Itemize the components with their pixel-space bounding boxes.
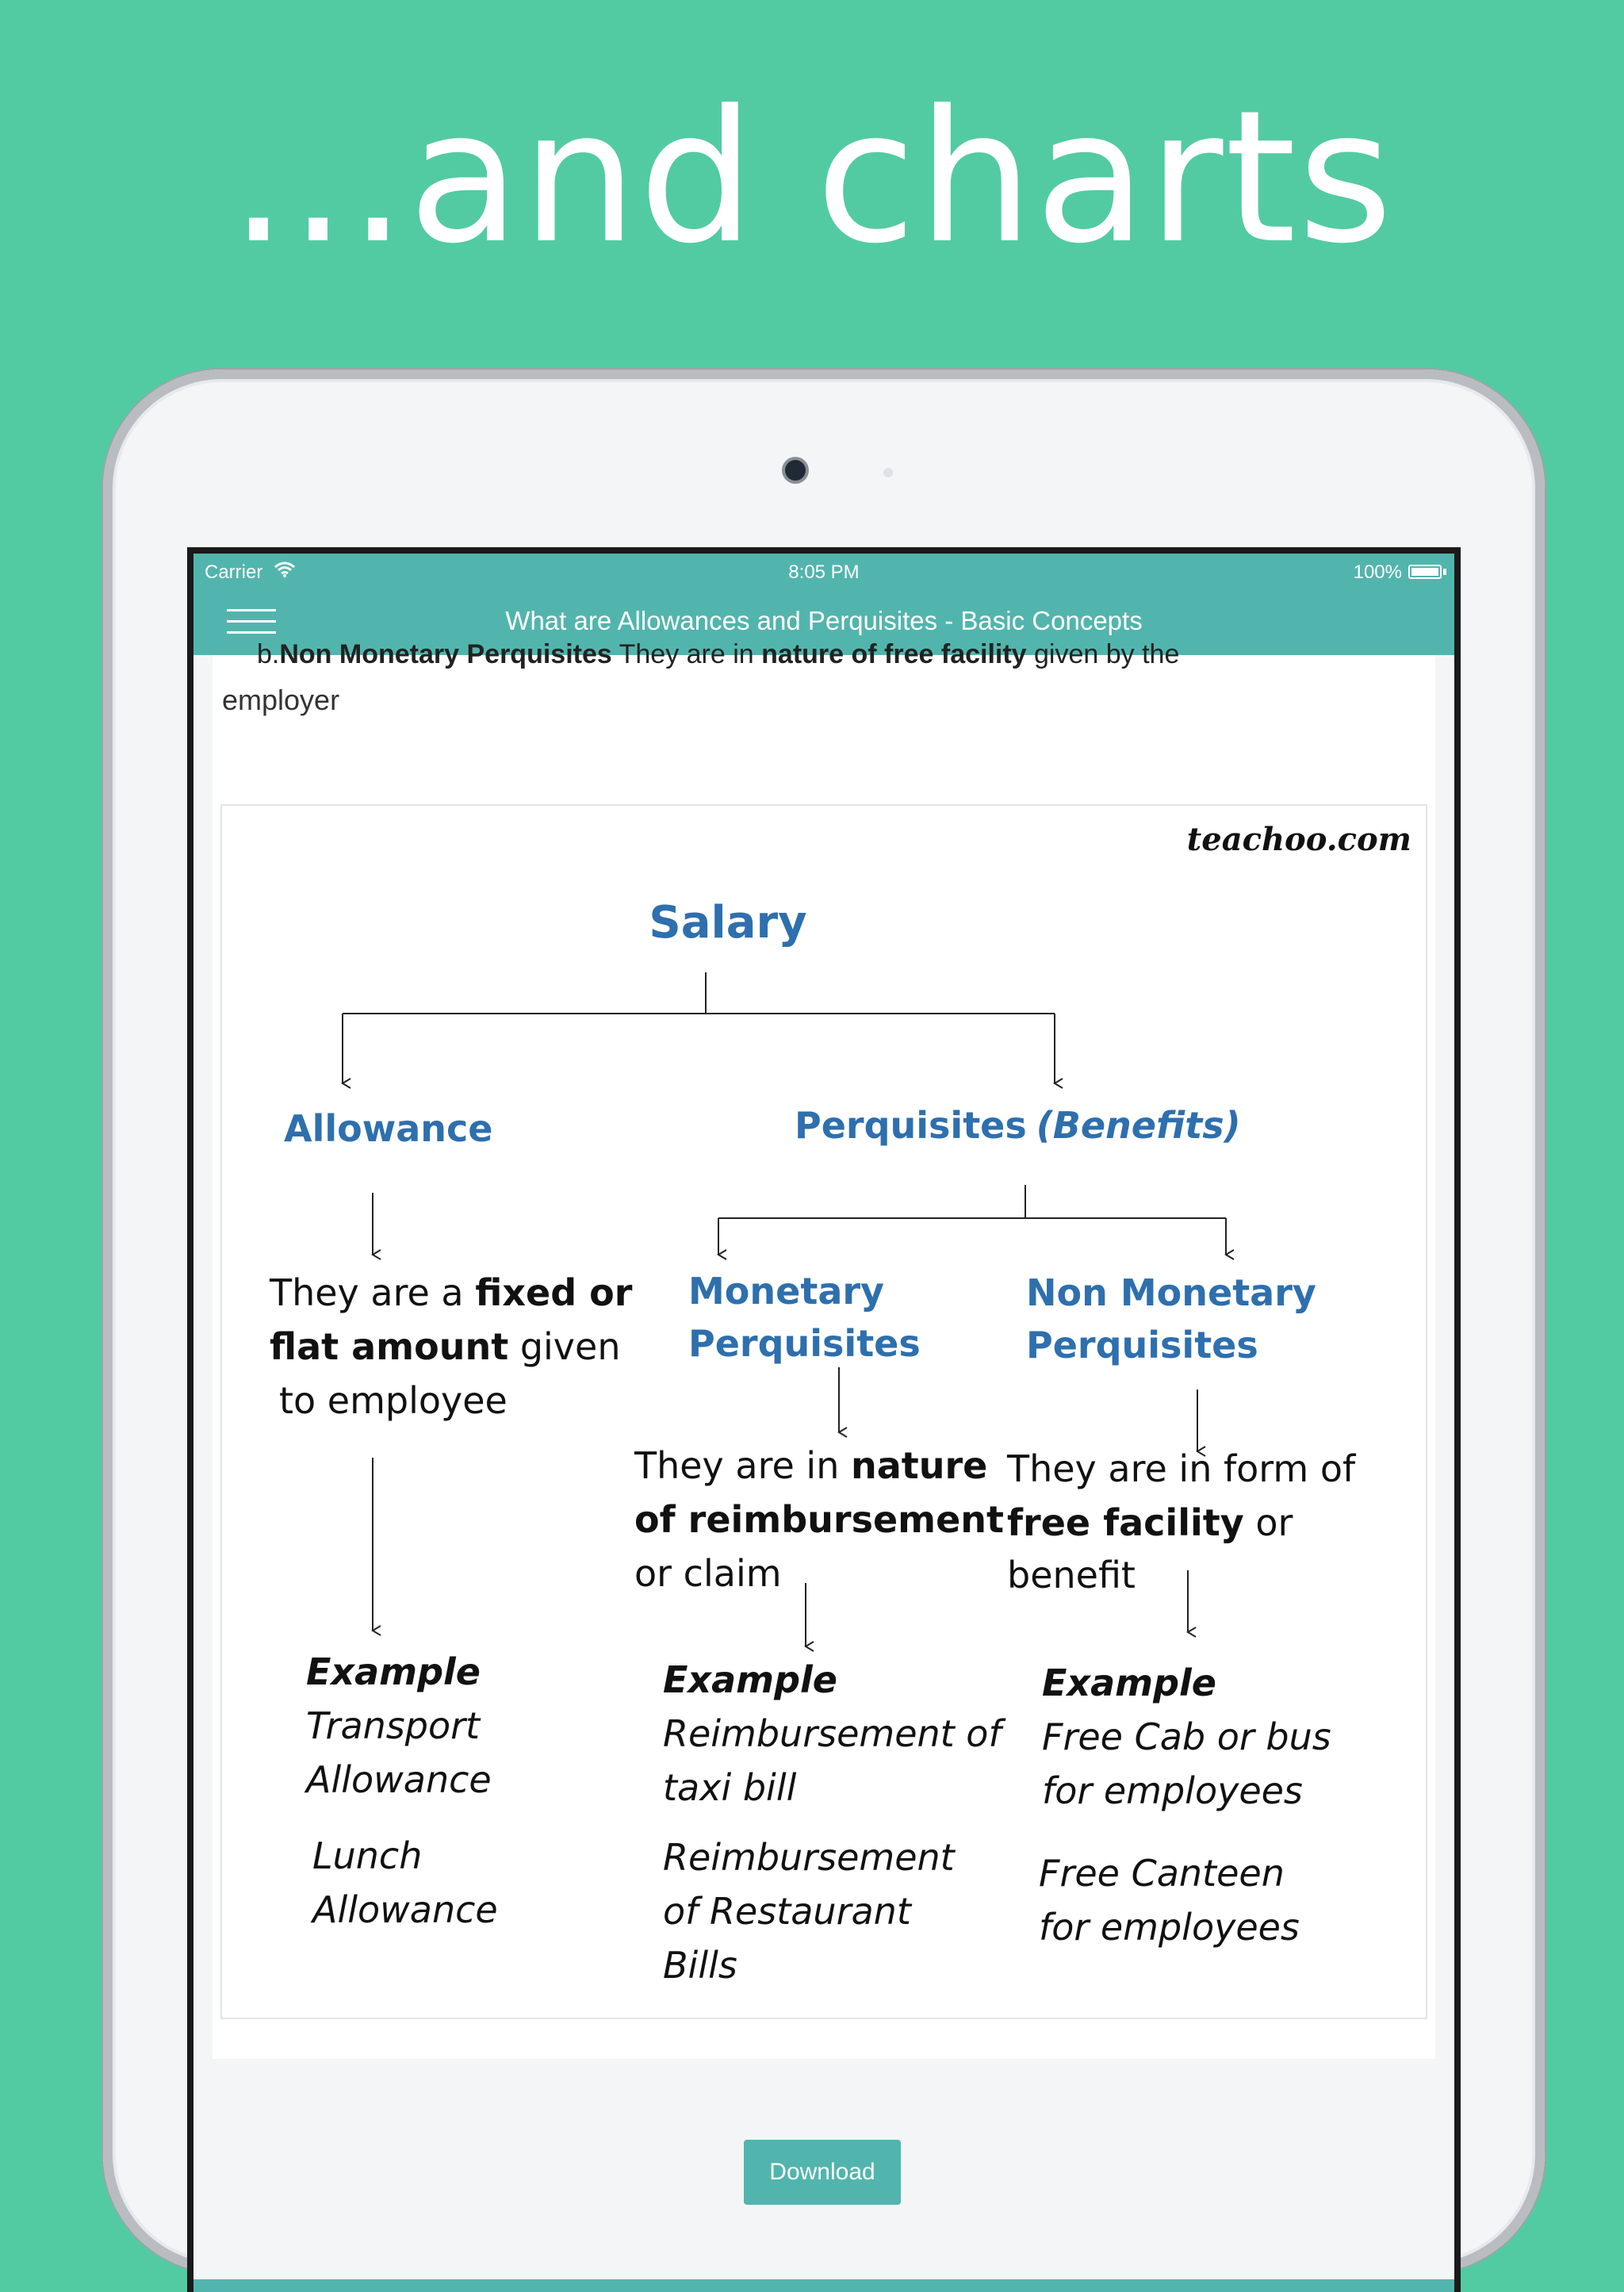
- svg-text:Reimbursement: Reimbursement: [663, 1836, 955, 1879]
- battery-percent: 100%: [1353, 562, 1402, 583]
- allowance-description: [269, 1271, 633, 1422]
- non-monetary-examples: [1039, 1662, 1331, 1949]
- svg-text:to employee: to employee: [279, 1379, 508, 1422]
- svg-text:Transport: Transport: [306, 1704, 481, 1747]
- tablet-frame: [103, 370, 1545, 2273]
- node-non-monetary-line2: Perquisites: [1026, 1324, 1258, 1366]
- svg-text:benefit: benefit: [1007, 1554, 1136, 1596]
- svg-text:They are in form of: They are in form of: [1007, 1447, 1356, 1490]
- status-bar: [193, 554, 1454, 585]
- svg-text:taxi bill: taxi bill: [663, 1766, 797, 1809]
- svg-text:Reimbursement of: Reimbursement of: [663, 1712, 1002, 1755]
- svg-text:free facility or: free facility or: [1007, 1501, 1293, 1544]
- svg-text:They are in nature: They are in nature: [634, 1444, 988, 1487]
- svg-text:Allowance: Allowance: [306, 1758, 492, 1801]
- hamburger-menu-icon[interactable]: [227, 609, 276, 638]
- diagram-canvas: [222, 806, 1426, 2018]
- monetary-description: [634, 1444, 1004, 1595]
- svg-text:for employees: for employees: [1042, 1769, 1303, 1812]
- node-allowance: Allowance: [284, 1107, 493, 1150]
- svg-text:or claim: or claim: [634, 1552, 782, 1595]
- download-button[interactable]: Download: [744, 2140, 901, 2205]
- article-content: [213, 639, 1435, 2059]
- svg-text:Free Cab or bus: Free Cab or bus: [1042, 1715, 1331, 1758]
- node-non-monetary: Non Monetary: [1026, 1271, 1316, 1314]
- node-monetary-line2: Perquisites: [688, 1322, 921, 1365]
- svg-text:Allowance: Allowance: [312, 1888, 498, 1931]
- promo-headline: ...and charts: [229, 72, 1395, 284]
- monetary-examples: [663, 1658, 1005, 1987]
- carrier-label: Carrier: [205, 562, 263, 583]
- bottom-strip: [193, 2279, 1454, 2292]
- svg-text:Lunch: Lunch: [312, 1834, 423, 1877]
- battery-tip: [1443, 569, 1446, 575]
- tablet-screen: [187, 547, 1461, 2292]
- front-camera: [785, 460, 806, 481]
- non-monetary-description: [1006, 1447, 1357, 1596]
- battery-icon: [1408, 565, 1442, 579]
- svg-text:of reimbursement: of reimbursement: [634, 1498, 1005, 1541]
- svg-text:flat amount given: flat amount given: [270, 1325, 621, 1368]
- svg-text:Example: Example: [306, 1650, 481, 1693]
- allowance-examples: [304, 1650, 498, 1931]
- page-title: What are Allowances and Perquisites - Basic Concepts: [505, 606, 1143, 635]
- svg-text:Example: Example: [1042, 1662, 1216, 1704]
- article-text: employer: [222, 684, 340, 716]
- node-salary: Salary: [649, 897, 807, 949]
- proximity-sensor: [883, 468, 893, 477]
- svg-text:for employees: for employees: [1039, 1906, 1300, 1949]
- article-cut-line: b.Non Monetary Perquisites They are in nature of free facility given by the: [257, 639, 1180, 669]
- status-time: 8:05 PM: [788, 562, 860, 583]
- svg-text:Bills: Bills: [663, 1944, 737, 1987]
- watermark: teachoo.com: [1186, 821, 1411, 858]
- svg-text:Example: Example: [663, 1658, 837, 1701]
- salary-diagram: [220, 804, 1427, 2019]
- node-monetary: Monetary: [688, 1270, 885, 1313]
- svg-text:of Restaurant: of Restaurant: [663, 1890, 911, 1933]
- svg-text:Free Canteen: Free Canteen: [1039, 1852, 1285, 1895]
- node-perquisites: Perquisites (Benefits): [795, 1104, 1241, 1147]
- svg-text:They are a fixed or: They are a fixed or: [270, 1271, 633, 1314]
